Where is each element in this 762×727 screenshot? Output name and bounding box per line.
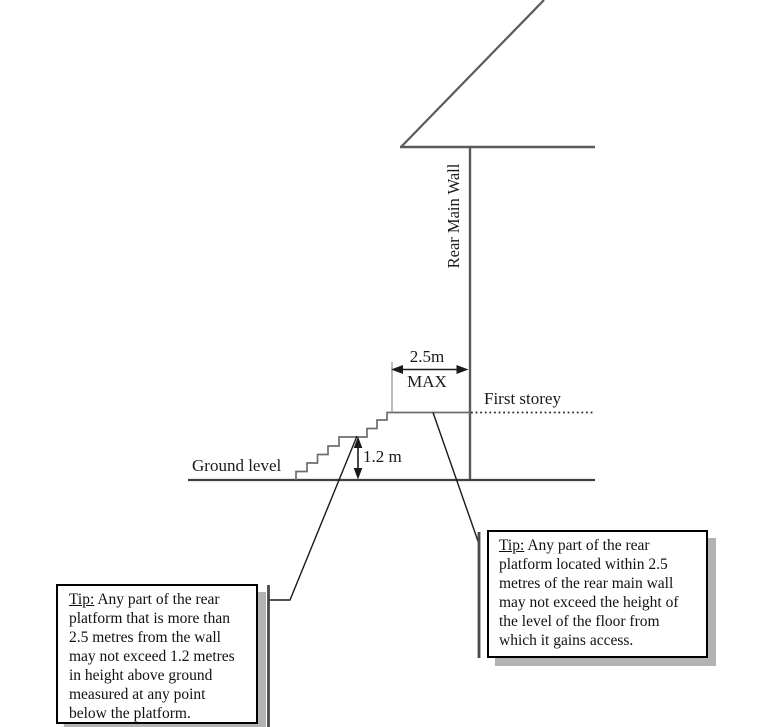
tip-right-intro-rest: Any part of the rear [524,537,650,554]
tip-left-line: measured at any point [69,686,206,703]
ground-level-label: Ground level [192,456,282,475]
tip-left-label: Tip: [69,591,95,608]
tip-left-line: may not exceed 1.2 metres [69,648,235,665]
tip-right-line: may not exceed the height of [499,594,679,611]
tip-left-intro-rest: Any part of the rear [94,591,220,608]
tip-left-line: below the platform. [69,705,191,722]
right-tip-pointer-line [433,413,479,545]
tip-right-label: Tip: [499,537,525,554]
arrowhead-down-icon [354,468,363,480]
tip-box-left [56,584,258,724]
tip-left-line: 2.5 metres from the wall [69,629,221,646]
first-storey-label: First storey [484,389,561,408]
dim-width-qualifier-label: MAX [407,372,447,391]
roof-line [401,0,544,147]
tip-right-line: platform located within 2.5 [499,556,668,573]
arrowhead-right-icon [457,365,469,374]
rear-main-wall-label: Rear Main Wall [444,163,463,269]
arrowhead-left-icon [391,365,403,374]
tip-right-line: metres of the rear main wall [499,575,674,592]
left-tip-pointer-line [269,436,357,600]
tip-box-right [487,530,708,658]
tip-right-line: which it gains access. [499,632,634,649]
dim-width-value-label: 2.5m [409,347,445,366]
tip-right-line-intro [499,536,698,555]
tip-left-line: platform that is more than [69,610,230,627]
tip-left-line: in height above ground [69,667,213,684]
dim-height-value-label: 1.2 m [363,447,402,466]
tip-right-line: the level of the floor from [499,613,660,630]
tip-left-line-intro [69,590,248,609]
dimension-arrow-height [354,437,363,480]
